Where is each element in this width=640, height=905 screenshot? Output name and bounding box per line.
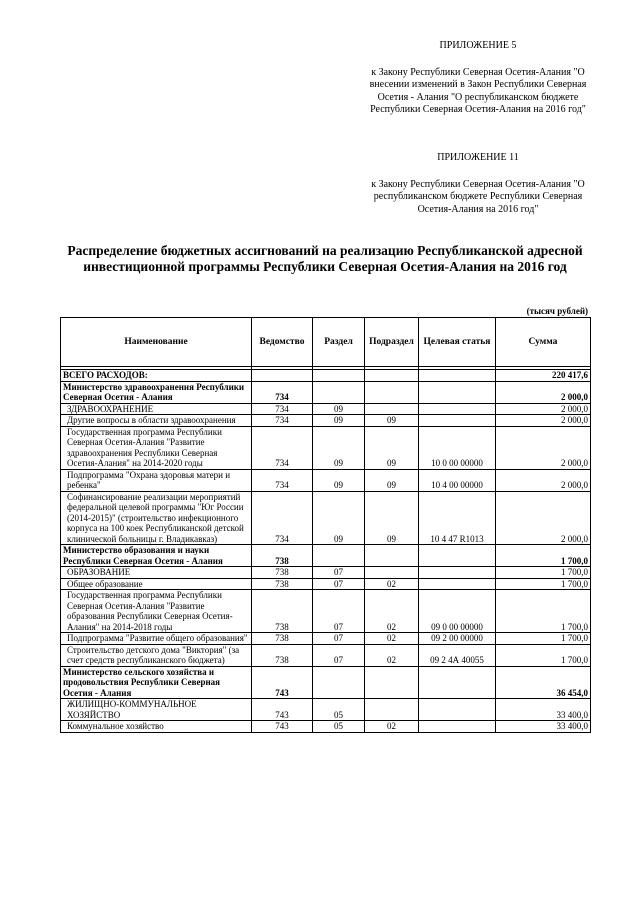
cell-name: Государственная программа Республики Северная Осетия-Алания "Развитие образования Республики Северная Осетия-Алания" на 2014-2018 годы bbox=[61, 590, 252, 633]
appendix-11-text: к Закону Республики Северная Осетия-Алания "О республиканском бюджете Республики Северная Осетия-Алания на 2016 год" bbox=[371, 178, 585, 215]
cell-sum: 2 000,0 bbox=[496, 426, 591, 469]
cell-sum: 2 000,0 bbox=[496, 381, 591, 403]
cell-target bbox=[419, 403, 496, 415]
cell-sum: 33 400,0 bbox=[496, 699, 591, 721]
cell-target bbox=[419, 578, 496, 590]
cell-name: Строительство детского дома "Виктория" (за счет средств республиканского бюджета) bbox=[61, 644, 252, 666]
cell-section: 09 bbox=[313, 426, 365, 469]
cell-section: 05 bbox=[313, 699, 365, 721]
cell-target: 10 4 00 00000 bbox=[419, 469, 496, 491]
cell-dept: 734 bbox=[252, 381, 313, 403]
appendix-5-text: к Закону Республики Северная Осетия-Алания "О внесении изменений в Закон Республики Северная Осетия - Алания "О республиканском бюджете Республики Северная Осетия-Алания на 2016 год" bbox=[369, 66, 587, 115]
cell-target bbox=[419, 567, 496, 579]
cell-sum: 2 000,0 bbox=[496, 403, 591, 415]
table-row bbox=[61, 666, 591, 699]
cell-subsection bbox=[365, 567, 419, 579]
cell-name: Министерство сельского хозяйства и продовольствия Республики Северная Осетия - Алания bbox=[61, 666, 252, 699]
cell-section bbox=[313, 370, 365, 382]
cell-section: 07 bbox=[313, 633, 365, 645]
cell-subsection bbox=[365, 381, 419, 403]
table-row bbox=[61, 381, 591, 403]
cell-name: Софинансирование реализации мероприятий федеральной целевой программы "Юг России (2014-2015)" (строительство инфекционного корпуса на 100 коек Республиканской детской клинической больницы г. Владикавказ) bbox=[61, 491, 252, 545]
cell-subsection: 02 bbox=[365, 644, 419, 666]
cell-name: Общее образование bbox=[61, 578, 252, 590]
cell-target: 09 0 00 00000 bbox=[419, 590, 496, 633]
cell-dept bbox=[252, 370, 313, 382]
cell-target: 10 0 00 00000 bbox=[419, 426, 496, 469]
cell-subsection: 02 bbox=[365, 721, 419, 733]
cell-name: ЖИЛИЩНО-КОММУНАЛЬНОЕ ХОЗЯЙСТВО bbox=[61, 699, 252, 721]
cell-sum: 1 700,0 bbox=[496, 644, 591, 666]
cell-name: ОБРАЗОВАНИЕ bbox=[61, 567, 252, 579]
cell-sum: 2 000,0 bbox=[496, 415, 591, 427]
cell-sum: 36 454,0 bbox=[496, 666, 591, 699]
appendix-11-block bbox=[368, 152, 588, 216]
cell-sum: 2 000,0 bbox=[496, 469, 591, 491]
cell-subsection: 09 bbox=[365, 491, 419, 545]
appendix-11-header: ПРИЛОЖЕНИЕ 11 bbox=[437, 152, 519, 163]
cell-name: Другие вопросы в области здравоохранения bbox=[61, 415, 252, 427]
cell-sum: 1 700,0 bbox=[496, 545, 591, 567]
cell-dept: 738 bbox=[252, 644, 313, 666]
appendix-5-block bbox=[368, 40, 588, 117]
column-header-target: Целевая статья bbox=[419, 318, 496, 367]
cell-target: 09 2 4А 40055 bbox=[419, 644, 496, 666]
cell-subsection bbox=[365, 699, 419, 721]
cell-subsection: 09 bbox=[365, 426, 419, 469]
cell-dept: 734 bbox=[252, 403, 313, 415]
cell-subsection: 09 bbox=[365, 415, 419, 427]
cell-subsection: 09 bbox=[365, 469, 419, 491]
cell-dept: 734 bbox=[252, 415, 313, 427]
cell-target: 09 2 00 00000 bbox=[419, 633, 496, 645]
cell-section: 07 bbox=[313, 590, 365, 633]
cell-name: Коммунальное хозяйство bbox=[61, 721, 252, 733]
units-label: (тысяч рублей) bbox=[526, 306, 588, 316]
cell-subsection bbox=[365, 545, 419, 567]
cell-name: Министерство здравоохранения Республики Северная Осетия - Алания bbox=[61, 381, 252, 403]
cell-section bbox=[313, 545, 365, 567]
table-row bbox=[61, 567, 591, 579]
cell-section bbox=[313, 666, 365, 699]
table-row bbox=[61, 644, 591, 666]
cell-target bbox=[419, 721, 496, 733]
cell-dept: 738 bbox=[252, 567, 313, 579]
table-row bbox=[61, 469, 591, 491]
cell-sum: 2 000,0 bbox=[496, 491, 591, 545]
table-row bbox=[61, 633, 591, 645]
cell-dept: 734 bbox=[252, 469, 313, 491]
cell-name: ВСЕГО РАСХОДОВ: bbox=[61, 370, 252, 382]
cell-target bbox=[419, 545, 496, 567]
cell-sum: 33 400,0 bbox=[496, 721, 591, 733]
column-header-name: Наименование bbox=[61, 318, 252, 367]
cell-subsection: 02 bbox=[365, 578, 419, 590]
cell-subsection bbox=[365, 370, 419, 382]
cell-section: 09 bbox=[313, 403, 365, 415]
cell-name: Подпрограмма "Развитие общего образования" bbox=[61, 633, 252, 645]
cell-subsection: 02 bbox=[365, 590, 419, 633]
cell-dept: 743 bbox=[252, 666, 313, 699]
cell-section: 09 bbox=[313, 491, 365, 545]
cell-dept: 734 bbox=[252, 491, 313, 545]
cell-target bbox=[419, 415, 496, 427]
cell-dept: 738 bbox=[252, 578, 313, 590]
table-row bbox=[61, 370, 591, 382]
cell-dept: 738 bbox=[252, 590, 313, 633]
cell-section: 05 bbox=[313, 721, 365, 733]
cell-subsection: 02 bbox=[365, 633, 419, 645]
document-title: Распределение бюджетных ассигнований на реализацию Республиканской адресной инвестиционной программы Республики Северная Осетия-Алания на 2016 год bbox=[67, 243, 583, 274]
cell-section: 09 bbox=[313, 415, 365, 427]
cell-target: 10 4 47 R1013 bbox=[419, 491, 496, 545]
cell-subsection bbox=[365, 403, 419, 415]
cell-section: 07 bbox=[313, 578, 365, 590]
cell-section: 09 bbox=[313, 469, 365, 491]
cell-dept: 743 bbox=[252, 699, 313, 721]
cell-sum: 1 700,0 bbox=[496, 578, 591, 590]
table-row bbox=[61, 578, 591, 590]
cell-name: Подпрограмма "Охрана здоровья матери и ребенка" bbox=[61, 469, 252, 491]
cell-name: Министерство образования и науки Республики Северная Осетия - Алания bbox=[61, 545, 252, 567]
column-header-department: Ведомство bbox=[252, 318, 313, 367]
table-row bbox=[61, 590, 591, 633]
appendix-5-header: ПРИЛОЖЕНИЕ 5 bbox=[439, 40, 517, 51]
cell-dept: 743 bbox=[252, 721, 313, 733]
cell-sum: 1 700,0 bbox=[496, 567, 591, 579]
table-row bbox=[61, 545, 591, 567]
column-header-section: Раздел bbox=[313, 318, 365, 367]
cell-sum: 1 700,0 bbox=[496, 633, 591, 645]
table-body bbox=[61, 370, 591, 733]
table-row bbox=[61, 403, 591, 415]
cell-sum: 220 417,6 bbox=[496, 370, 591, 382]
cell-dept: 738 bbox=[252, 633, 313, 645]
cell-subsection bbox=[365, 666, 419, 699]
cell-sum: 1 700,0 bbox=[496, 590, 591, 633]
cell-dept: 738 bbox=[252, 545, 313, 567]
column-header-subsection: Подраздел bbox=[365, 318, 419, 367]
cell-dept: 734 bbox=[252, 426, 313, 469]
cell-name: Государственная программа Республики Северная Осетия-Алания "Развитие здравоохранения Республики Северная Осетия-Алания" на 2014-2020 годы bbox=[61, 426, 252, 469]
cell-target bbox=[419, 370, 496, 382]
cell-target bbox=[419, 699, 496, 721]
table-row bbox=[61, 426, 591, 469]
budget-table bbox=[60, 317, 591, 733]
table-row bbox=[61, 721, 591, 733]
cell-name: ЗДРАВООХРАНЕНИЕ bbox=[61, 403, 252, 415]
cell-section: 07 bbox=[313, 644, 365, 666]
cell-target bbox=[419, 666, 496, 699]
cell-section: 07 bbox=[313, 567, 365, 579]
column-header-sum: Сумма bbox=[496, 318, 591, 367]
table-row bbox=[61, 415, 591, 427]
cell-section bbox=[313, 381, 365, 403]
table-row bbox=[61, 491, 591, 545]
cell-target bbox=[419, 381, 496, 403]
table-row bbox=[61, 699, 591, 721]
